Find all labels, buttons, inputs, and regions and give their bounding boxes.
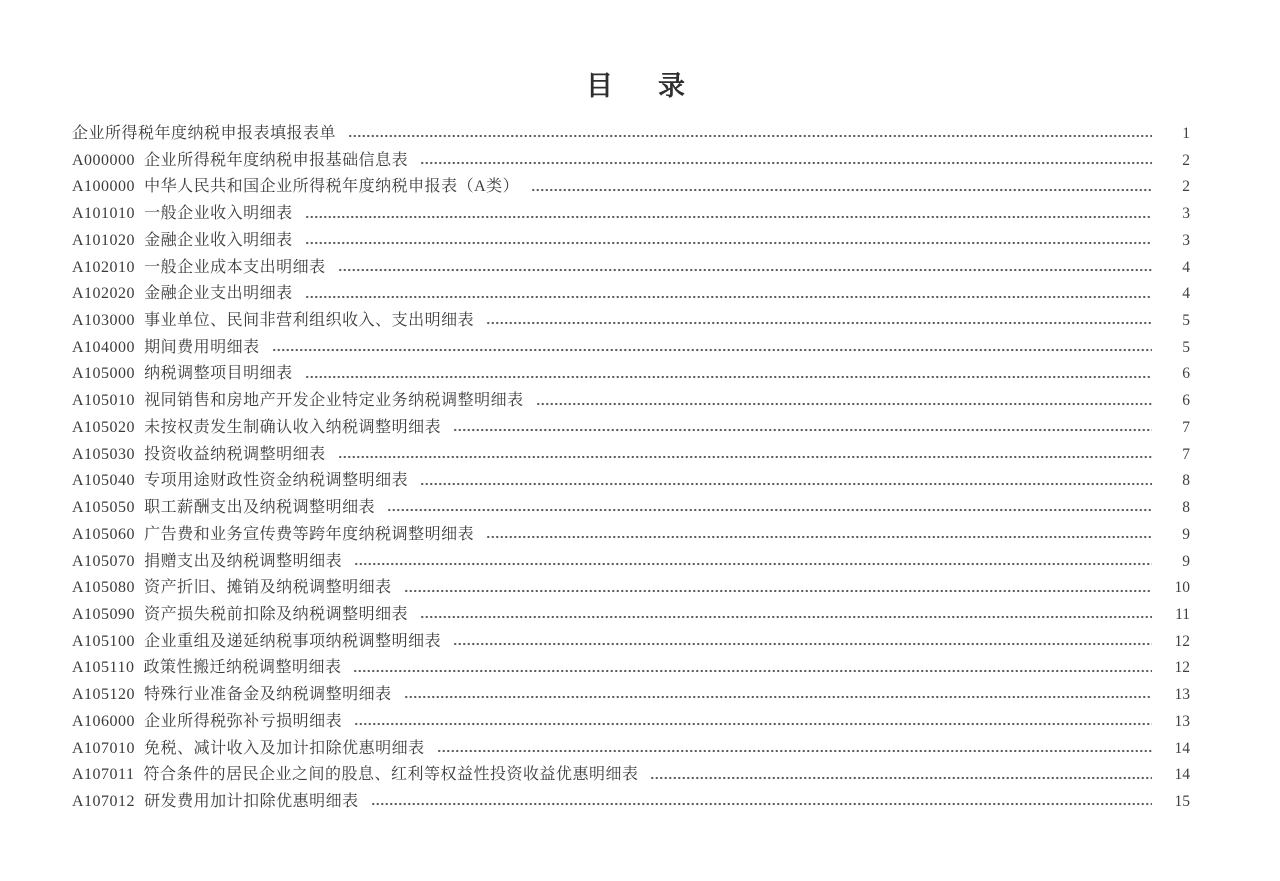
- toc-entry-code: A101020: [72, 231, 136, 249]
- toc-entry-page: 5: [1182, 312, 1190, 330]
- toc-entry-code: A106000: [72, 712, 136, 730]
- toc-row: [72, 281, 1190, 308]
- toc-entry-page: 7: [1182, 445, 1190, 463]
- toc-row: [72, 549, 1190, 576]
- toc-entry-code: A107010: [72, 739, 136, 757]
- toc-row: [72, 789, 1190, 816]
- toc-list: [72, 121, 1190, 816]
- toc-entry-title: 投资收益纳税调整明细表: [144, 445, 326, 463]
- toc-entry-title: 政策性搬迁纳税调整明细表: [143, 659, 342, 677]
- toc-entry-page: 9: [1182, 525, 1190, 543]
- toc-entry-page: 5: [1182, 338, 1190, 356]
- toc-entry-page: 13: [1174, 686, 1190, 704]
- toc-entry-page: 8: [1182, 472, 1190, 490]
- toc-row: [72, 709, 1190, 736]
- toc-entry-code: A107011: [72, 766, 135, 784]
- leader-dots: [305, 295, 1152, 299]
- leader-dots: [536, 402, 1152, 406]
- toc-row: [72, 682, 1190, 709]
- toc-row: [72, 361, 1190, 388]
- toc-entry-title: 资产折旧、摊销及纳税调整明细表: [144, 579, 392, 597]
- toc-entry-title: 期间费用明细表: [144, 338, 260, 356]
- toc-entry-code: A105080: [72, 579, 136, 597]
- toc-row: [72, 442, 1190, 469]
- toc-entry-code: A105020: [72, 418, 136, 436]
- leader-dots: [305, 215, 1152, 219]
- toc-row: [72, 468, 1190, 495]
- toc-entry-code: A107012: [72, 792, 136, 810]
- toc-entry-page: 6: [1182, 365, 1190, 383]
- toc-entry-code: A105030: [72, 445, 136, 463]
- toc-entry-title: 企业所得税年度纳税申报表填报表单: [72, 125, 337, 142]
- toc-row: [72, 174, 1190, 201]
- leader-dots: [404, 695, 1152, 699]
- toc-row: [72, 602, 1190, 629]
- toc-row: [72, 148, 1190, 175]
- toc-entry-code: A102010: [72, 258, 136, 276]
- toc-entry-title: 专项用途财政性资金纳税调整明细表: [144, 472, 409, 490]
- toc-row: [72, 255, 1190, 282]
- leader-dots: [420, 615, 1152, 619]
- toc-entry-title: 纳税调整项目明细表: [144, 365, 293, 383]
- toc-entry-code: A105070: [72, 552, 136, 570]
- toc-entry-code: A105090: [72, 605, 136, 623]
- toc-entry-code: A101010: [72, 205, 136, 223]
- toc-entry-title: 企业重组及递延纳税事项纳税调整明细表: [144, 632, 442, 650]
- leader-dots: [420, 482, 1152, 486]
- toc-entry-title: 中华人民共和国企业所得税年度纳税申报表（A类）: [144, 178, 520, 196]
- toc-entry-code: A105110: [72, 659, 135, 677]
- toc-entry-title: 资产损失税前扣除及纳税调整明细表: [144, 605, 409, 623]
- toc-entry-code: A105120: [72, 686, 136, 704]
- leader-dots: [486, 321, 1152, 325]
- leader-dots: [354, 562, 1152, 566]
- toc-entry-code: A105050: [72, 499, 136, 517]
- toc-entry-page: 15: [1174, 792, 1190, 810]
- leader-dots: [338, 455, 1152, 459]
- toc-entry-page: 9: [1182, 552, 1190, 570]
- toc-entry-title: 捐赠支出及纳税调整明细表: [144, 552, 343, 570]
- leader-dots: [354, 722, 1152, 726]
- toc-entry-title: 一般企业成本支出明细表: [144, 258, 326, 276]
- toc-entry-page: 4: [1182, 285, 1190, 303]
- toc-entry-code: A000000: [72, 151, 136, 169]
- leader-dots: [420, 161, 1152, 165]
- leader-dots: [272, 348, 1152, 352]
- toc-entry-code: A102020: [72, 285, 136, 303]
- leader-dots: [404, 589, 1152, 593]
- toc-entry-code: A105060: [72, 525, 136, 543]
- leader-dots: [650, 776, 1152, 780]
- leader-dots: [437, 749, 1152, 753]
- toc-entry-code: A104000: [72, 338, 136, 356]
- toc-row: [72, 736, 1190, 763]
- toc-row: [72, 762, 1190, 789]
- toc-row: [72, 655, 1190, 682]
- toc-row: [72, 201, 1190, 228]
- toc-row: [72, 415, 1190, 442]
- leader-dots: [348, 134, 1152, 138]
- toc-entry-page: 14: [1174, 766, 1190, 784]
- toc-entry-code: A105100: [72, 632, 136, 650]
- toc-entry-code: A105040: [72, 472, 136, 490]
- toc-entry-page: 3: [1182, 205, 1190, 223]
- page-title: 目 录: [586, 71, 694, 101]
- toc-row: [72, 308, 1190, 335]
- toc-row: [72, 495, 1190, 522]
- toc-entry-page: 3: [1182, 231, 1190, 249]
- toc-entry-page: 7: [1182, 418, 1190, 436]
- toc-row: [72, 121, 1190, 148]
- toc-entry-code: A105000: [72, 365, 136, 383]
- toc-entry-title: 金融企业收入明细表: [144, 231, 293, 249]
- toc-entry-title: 未按权责发生制确认收入纳税调整明细表: [144, 418, 442, 436]
- toc-entry-page: 4: [1182, 258, 1190, 276]
- toc-entry-code: A103000: [72, 312, 136, 330]
- leader-dots: [305, 375, 1152, 379]
- toc-entry-page: 12: [1174, 659, 1190, 677]
- leader-dots: [387, 508, 1152, 512]
- toc-entry-title: 企业所得税年度纳税申报基础信息表: [144, 151, 409, 169]
- toc-entry-title: 特殊行业准备金及纳税调整明细表: [144, 686, 392, 704]
- toc-entry-page: 1: [1182, 125, 1190, 142]
- toc-entry-page: 6: [1182, 392, 1190, 410]
- toc-entry-page: 2: [1182, 178, 1190, 196]
- toc-entry-page: 2: [1182, 151, 1190, 169]
- toc-entry-title: 研发费用加计扣除优惠明细表: [144, 792, 359, 810]
- leader-dots: [371, 802, 1152, 806]
- toc-entry-page: 12: [1174, 632, 1190, 650]
- leader-dots: [338, 268, 1152, 272]
- toc-entry-page: 13: [1174, 712, 1190, 730]
- toc-entry-title: 免税、减计收入及加计扣除优惠明细表: [144, 739, 425, 757]
- toc-entry-page: 11: [1175, 605, 1190, 623]
- toc-entry-title: 视同销售和房地产开发企业特定业务纳税调整明细表: [144, 392, 524, 410]
- toc-entry-page: 8: [1182, 499, 1190, 517]
- leader-dots: [305, 241, 1152, 245]
- toc-entry-code: A105010: [72, 392, 136, 410]
- toc-row: [72, 228, 1190, 255]
- toc-entry-title: 广告费和业务宣传费等跨年度纳税调整明细表: [144, 525, 475, 543]
- toc-entry-title: 一般企业收入明细表: [144, 205, 293, 223]
- toc-row: [72, 335, 1190, 362]
- leader-dots: [486, 535, 1152, 539]
- toc-entry-title: 事业单位、民间非营利组织收入、支出明细表: [144, 312, 475, 330]
- toc-row: [72, 522, 1190, 549]
- toc-entry-page: 14: [1174, 739, 1190, 757]
- toc-entry-code: A100000: [72, 178, 136, 196]
- toc-row: [72, 388, 1190, 415]
- toc-entry-page: 10: [1174, 579, 1190, 597]
- toc-entry-title: 企业所得税弥补亏损明细表: [144, 712, 343, 730]
- toc-entry-title: 金融企业支出明细表: [144, 285, 293, 303]
- leader-dots: [453, 642, 1152, 646]
- leader-dots: [453, 428, 1152, 432]
- leader-dots: [531, 188, 1152, 192]
- leader-dots: [353, 669, 1152, 673]
- toc-entry-title: 职工薪酬支出及纳税调整明细表: [144, 499, 376, 517]
- toc-row: [72, 575, 1190, 602]
- toc-row: [72, 629, 1190, 656]
- toc-entry-title: 符合条件的居民企业之间的股息、红利等权益性投资收益优惠明细表: [143, 766, 639, 784]
